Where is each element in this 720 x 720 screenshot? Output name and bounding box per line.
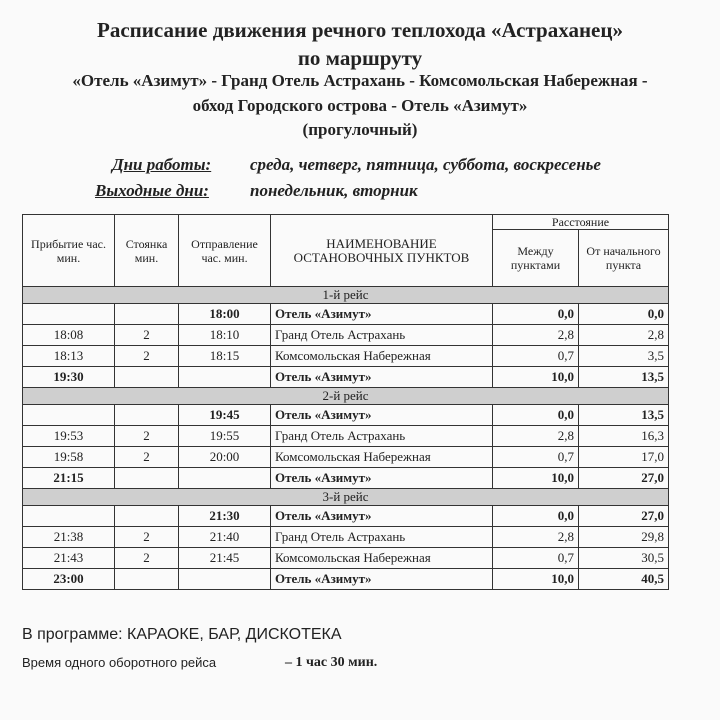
trip-label: 3-й рейс: [23, 489, 669, 506]
departure-cell: 21:45: [179, 548, 271, 569]
header-from-start: От начального пункта: [579, 230, 669, 287]
days-off: [95, 181, 418, 201]
stop-cell: [115, 405, 179, 426]
stop-cell: 2: [115, 325, 179, 346]
turnaround-value: – 1 час 30 мин.: [285, 655, 378, 670]
table-row: [23, 527, 669, 548]
distance-between-cell: 0,0: [493, 304, 579, 325]
table-row: [23, 426, 669, 447]
arrival-cell: 19:53: [23, 426, 115, 447]
arrival-cell: [23, 304, 115, 325]
departure-cell: 21:40: [179, 527, 271, 548]
stop-cell: 2: [115, 447, 179, 468]
distance-from-start-cell: 0,0: [579, 304, 669, 325]
departure-cell: 19:55: [179, 426, 271, 447]
stop-name-cell: Отель «Азимут»: [271, 304, 493, 325]
arrival-cell: 18:08: [23, 325, 115, 346]
stop-cell: [115, 468, 179, 489]
header-between: Между пунктами: [493, 230, 579, 287]
distance-from-start-cell: 13,5: [579, 405, 669, 426]
trip-label: 1-й рейс: [23, 287, 669, 304]
distance-from-start-cell: 2,8: [579, 325, 669, 346]
distance-from-start-cell: 17,0: [579, 447, 669, 468]
arrival-cell: 19:58: [23, 447, 115, 468]
table-row: [23, 569, 669, 590]
departure-cell: [179, 367, 271, 388]
table-row: [23, 405, 669, 426]
doc-title: Расписание движения речного теплохода «Астраханец»: [97, 18, 623, 42]
arrival-cell: 21:38: [23, 527, 115, 548]
trip-header-row: [23, 388, 669, 405]
header-stop: Стоянка мин.: [115, 215, 179, 287]
departure-cell: 20:00: [179, 447, 271, 468]
trip-header-row: [23, 287, 669, 304]
arrival-cell: [23, 405, 115, 426]
stop-name-cell: Гранд Отель Астрахань: [271, 426, 493, 447]
stop-name-cell: Комсомольская Набережная: [271, 447, 493, 468]
header-distance: Расстояние: [493, 215, 669, 230]
departure-cell: 18:15: [179, 346, 271, 367]
table-row: [23, 548, 669, 569]
stop-cell: 2: [115, 527, 179, 548]
distance-from-start-cell: 27,0: [579, 506, 669, 527]
arrival-cell: 21:43: [23, 548, 115, 569]
distance-between-cell: 0,7: [493, 346, 579, 367]
arrival-cell: 19:30: [23, 367, 115, 388]
header-arrival: Прибытие час. мин.: [23, 215, 115, 287]
distance-from-start-cell: 3,5: [579, 346, 669, 367]
arrival-cell: 23:00: [23, 569, 115, 590]
stop-cell: [115, 506, 179, 527]
departure-cell: 18:00: [179, 304, 271, 325]
table-row: [23, 325, 669, 346]
stop-name-cell: Отель «Азимут»: [271, 367, 493, 388]
distance-from-start-cell: 29,8: [579, 527, 669, 548]
distance-from-start-cell: 13,5: [579, 367, 669, 388]
arrival-cell: 18:13: [23, 346, 115, 367]
turnaround-label: Время одного оборотного рейса: [22, 655, 217, 670]
trip-header-row: [23, 489, 669, 506]
header-name: НАИМЕНОВАНИЕ ОСТАНОВОЧНЫХ ПУНКТОВ: [271, 215, 493, 287]
work-days: [112, 155, 601, 175]
distance-between-cell: 0,7: [493, 548, 579, 569]
distance-between-cell: 10,0: [493, 569, 579, 590]
distance-between-cell: 10,0: [493, 468, 579, 489]
stop-name-cell: Гранд Отель Астрахань: [271, 325, 493, 346]
distance-from-start-cell: 27,0: [579, 468, 669, 489]
distance-between-cell: 0,0: [493, 506, 579, 527]
stop-name-cell: Отель «Азимут»: [271, 569, 493, 590]
distance-between-cell: 2,8: [493, 527, 579, 548]
header-departure: Отправление час. мин.: [179, 215, 271, 287]
program-text: В программе: КАРАОКЕ, БАР, ДИСКОТЕКА: [22, 626, 342, 643]
departure-cell: 19:45: [179, 405, 271, 426]
stop-name-cell: Отель «Азимут»: [271, 405, 493, 426]
distance-from-start-cell: 16,3: [579, 426, 669, 447]
arrival-cell: [23, 506, 115, 527]
departure-cell: [179, 468, 271, 489]
distance-between-cell: 0,0: [493, 405, 579, 426]
stop-cell: 2: [115, 426, 179, 447]
stop-cell: [115, 304, 179, 325]
days-off-label: Выходные дни:: [95, 181, 209, 200]
distance-from-start-cell: 40,5: [579, 569, 669, 590]
stop-name-cell: Отель «Азимут»: [271, 506, 493, 527]
departure-cell: 18:10: [179, 325, 271, 346]
distance-between-cell: 0,7: [493, 447, 579, 468]
schedule-table: [22, 214, 669, 590]
table-row: [23, 447, 669, 468]
stop-cell: [115, 367, 179, 388]
doc-title-line2: по маршруту: [297, 46, 423, 70]
route-type: (прогулочный): [302, 120, 418, 139]
stop-name-cell: Гранд Отель Астрахань: [271, 527, 493, 548]
stop-name-cell: Комсомольская Набережная: [271, 548, 493, 569]
distance-between-cell: 2,8: [493, 426, 579, 447]
schedule-body: [23, 287, 669, 590]
days-off-value: понедельник, вторник: [250, 181, 418, 200]
work-days-label: Дни работы:: [112, 155, 212, 174]
table-row: [23, 304, 669, 325]
table-row: [23, 346, 669, 367]
work-days-value: среда, четверг, пятница, суббота, воскресенье: [250, 155, 601, 174]
route-line2: обход Городского острова - Отель «Азимут»: [192, 96, 528, 115]
stop-cell: 2: [115, 346, 179, 367]
stop-cell: 2: [115, 548, 179, 569]
departure-cell: 21:30: [179, 506, 271, 527]
turnaround: [22, 655, 378, 670]
route-line1: «Отель «Азимут» - Гранд Отель Астрахань - Комсомольская Набережная -: [72, 71, 648, 90]
stop-name-cell: Отель «Азимут»: [271, 468, 493, 489]
distance-between-cell: 10,0: [493, 367, 579, 388]
stop-cell: [115, 569, 179, 590]
stop-name-cell: Комсомольская Набережная: [271, 346, 493, 367]
arrival-cell: 21:15: [23, 468, 115, 489]
table-row: [23, 506, 669, 527]
table-row: [23, 468, 669, 489]
trip-label: 2-й рейс: [23, 388, 669, 405]
departure-cell: [179, 569, 271, 590]
distance-between-cell: 2,8: [493, 325, 579, 346]
table-row: [23, 367, 669, 388]
distance-from-start-cell: 30,5: [579, 548, 669, 569]
